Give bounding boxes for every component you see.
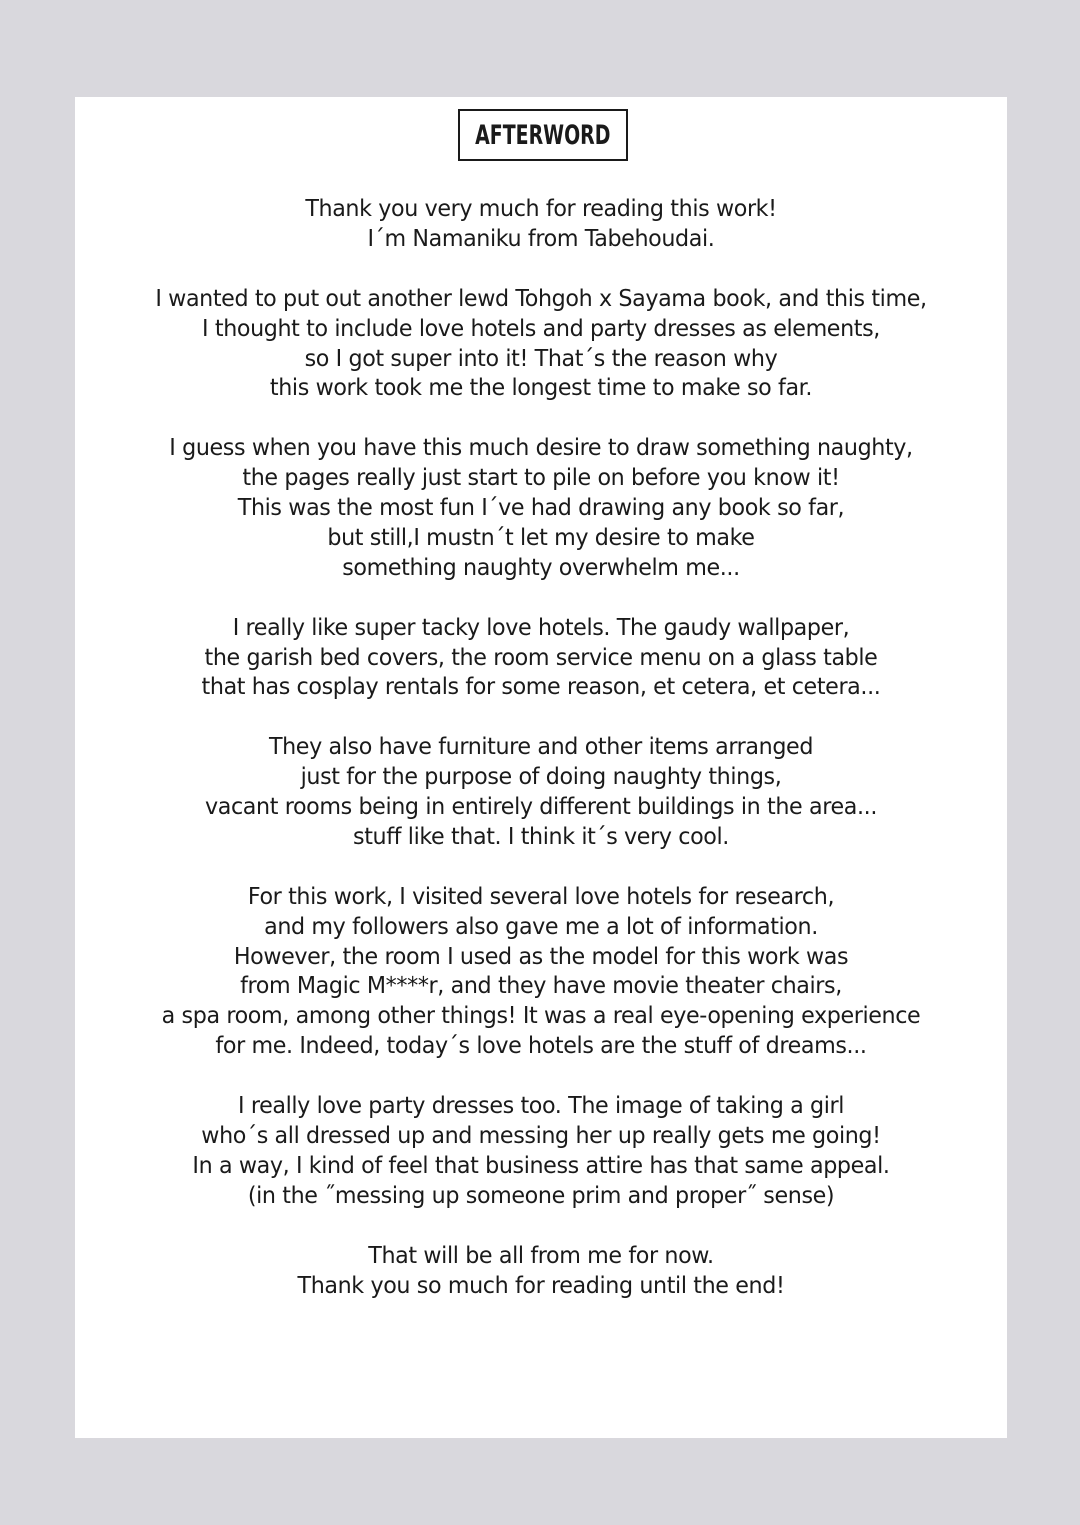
afterword-page (75, 97, 1007, 1438)
text-line: the garish bed covers, the room service menu on a glass table (204, 644, 878, 671)
text-line: stuff like that. I think it´s very cool. (353, 823, 729, 850)
paragraph (75, 285, 1007, 405)
paragraph (75, 883, 1007, 1062)
text-line: this work took me the longest time to make so far. (269, 375, 813, 402)
text-line: something naughty overwhelm me... (342, 554, 740, 581)
text-line: from Magic M****r, and they have movie theater chairs, (240, 973, 842, 1000)
text-line: and my followers also gave me a lot of information. (264, 913, 818, 940)
text-line: just for the purpose of doing naughty things, (300, 764, 782, 791)
text-line: However, the room I used as the model for this work was (233, 943, 849, 970)
text-line: but still,I mustn´t let my desire to make (327, 524, 755, 551)
text-line: the pages really just start to pile on before you know it! (242, 465, 840, 492)
text-line: That will be all from me for now. (368, 1242, 714, 1269)
afterword-body (75, 195, 1007, 1331)
text-line: I´m Namaniku from Tabehoudai. (367, 225, 715, 252)
paragraph (75, 1092, 1007, 1212)
text-line: (in the ˝messing up someone prim and proper˝ sense) (247, 1182, 835, 1209)
text-line: who´s all dressed up and messing her up really gets me going! (201, 1123, 881, 1149)
text-line: that has cosplay rentals for some reason, et cetera, et cetera... (201, 674, 881, 701)
text-line: a spa room, among other things! It was a real eye-opening experience (161, 1003, 921, 1030)
text-line: so I got super into it! That´s the reason why (304, 345, 778, 372)
paragraph (75, 614, 1007, 704)
text-line: for me. Indeed, today´s love hotels are the stuff of dreams... (215, 1033, 867, 1060)
text-line: I really love party dresses too. The image of taking a girl (237, 1093, 845, 1120)
text-line: This was the most fun I´ve had drawing any book so far, (237, 495, 845, 522)
title-box (458, 109, 628, 161)
paragraph (75, 195, 1007, 255)
text-line: vacant rooms being in entirely different buildings in the area... (204, 794, 878, 821)
text-line: I wanted to put out another lewd Tohgoh x Sayama book, and this time, (155, 285, 927, 312)
text-line: Thank you so much for reading until the end! (297, 1272, 785, 1299)
text-line: I really like super tacky love hotels. The gaudy wallpaper, (232, 614, 850, 641)
text-line: Thank you very much for reading this work! (305, 196, 777, 222)
paragraph (75, 434, 1007, 584)
text-line: I thought to include love hotels and party dresses as elements, (202, 315, 880, 342)
page-title: AFTERWORD (475, 119, 611, 151)
paragraph (75, 733, 1007, 853)
text-line: I guess when you have this much desire to draw something naughty, (169, 435, 913, 462)
text-line: In a way, I kind of feel that business attire has that same appeal. (192, 1152, 890, 1179)
text-line: For this work, I visited several love hotels for research, (247, 883, 835, 910)
text-line: They also have furniture and other items arranged (268, 734, 814, 761)
paragraph (75, 1242, 1007, 1302)
